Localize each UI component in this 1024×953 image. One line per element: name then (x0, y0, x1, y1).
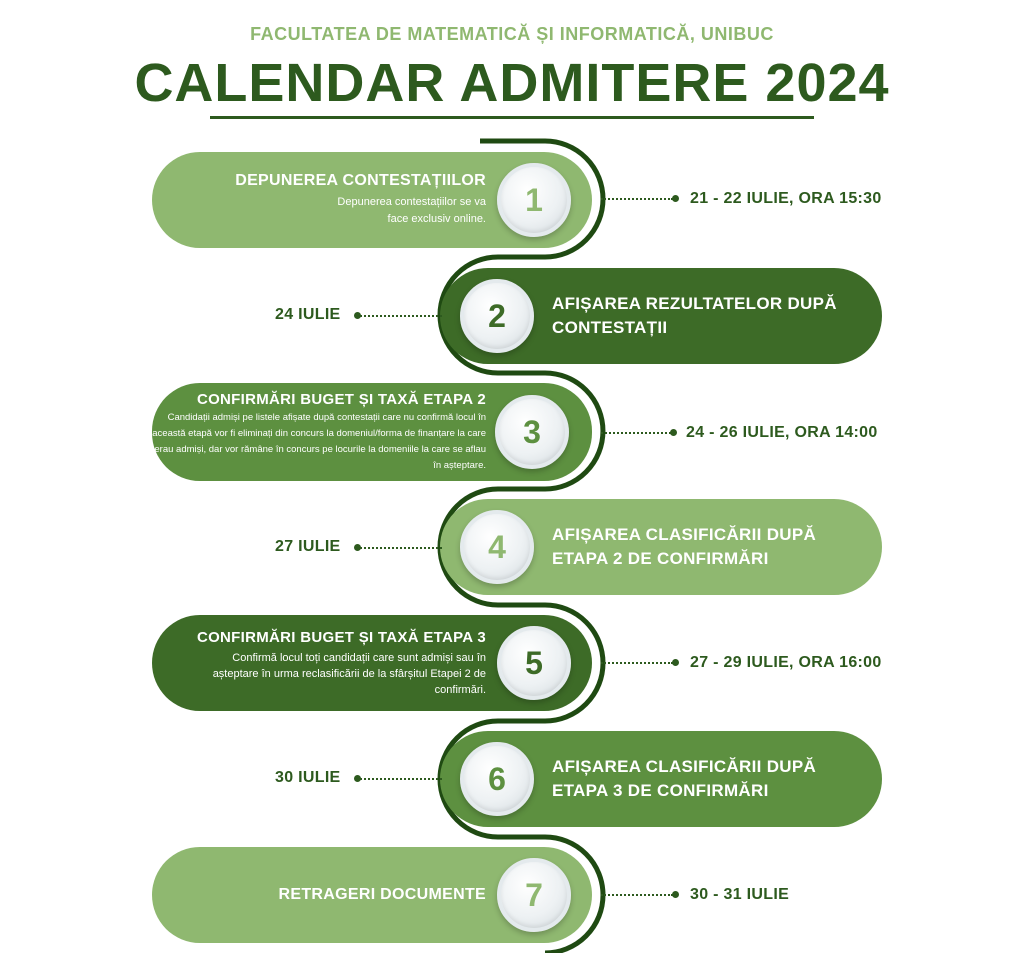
step-number-badge: 3 (495, 395, 569, 469)
date-dot (672, 659, 679, 666)
step-date: 21 - 22 IULIE, ORA 15:30 (690, 190, 882, 207)
date-connector (601, 198, 673, 200)
step-date: 24 - 26 IULIE, ORA 14:00 (686, 424, 878, 441)
step-number-badge: 7 (497, 858, 571, 932)
date-connector (360, 315, 442, 317)
date-connector (601, 894, 673, 896)
step-date: 27 - 29 IULIE, ORA 16:00 (690, 654, 882, 671)
step-description: Depunerea contestațiilor se va face exclusiv online. (337, 196, 486, 225)
date-connector (360, 547, 442, 549)
step-description: Candidații admiși pe listele afișate după contestații care nu confirmă locul în această etapă vor fi eliminați din concurs la domeniul/forma de finanțare la care erau admiși, dar vor rămâne în concurs pe locurile la domeniile la care se aflau în așteptare. (152, 411, 486, 471)
date-connector (360, 778, 442, 780)
date-dot (672, 195, 679, 202)
step-title: CONFIRMĂRI BUGET ȘI TAXĂ ETAPA 2 (196, 390, 486, 408)
step-title: RETRAGERI DOCUMENTE (278, 886, 486, 903)
step-number-badge: 4 (460, 510, 534, 584)
date-dot (672, 891, 679, 898)
date-connector (601, 662, 673, 664)
faculty-subtitle: FACULTATEA DE MATEMATICĂ ȘI INFORMATICĂ, UNIBUC (250, 24, 774, 44)
step-date: 24 IULIE (275, 306, 341, 323)
step-title: CONFIRMĂRI BUGET ȘI TAXĂ ETAPA 3 (196, 628, 486, 646)
step-title: AFIȘAREA REZULTATELOR DUPĂ CONTESTAȚII (552, 294, 837, 337)
step-date: 30 IULIE (275, 769, 341, 786)
step-description: Confirmă locul toți candidații care sunt admiși sau în așteptare în urma reclasificării de la sfârșitul Etapei 2 de confirmări. (212, 651, 486, 696)
step-title: DEPUNEREA CONTESTAȚIILOR (235, 172, 486, 189)
step-date: 30 - 31 IULIE (690, 886, 790, 903)
step-number-badge: 1 (497, 163, 571, 237)
date-dot (670, 429, 677, 436)
page-title: CALENDAR ADMITERE 2024 (134, 53, 890, 113)
step-date: 27 IULIE (275, 538, 341, 555)
step-title: AFIȘAREA CLASIFICĂRII DUPĂ ETAPA 2 DE CONFIRMĂRI (552, 525, 817, 568)
step-number-badge: 5 (497, 626, 571, 700)
date-connector (601, 432, 671, 434)
step-title: AFIȘAREA CLASIFICĂRII DUPĂ ETAPA 3 DE CONFIRMĂRI (552, 757, 817, 800)
step-number-badge: 6 (460, 742, 534, 816)
step-number-badge: 2 (460, 279, 534, 353)
